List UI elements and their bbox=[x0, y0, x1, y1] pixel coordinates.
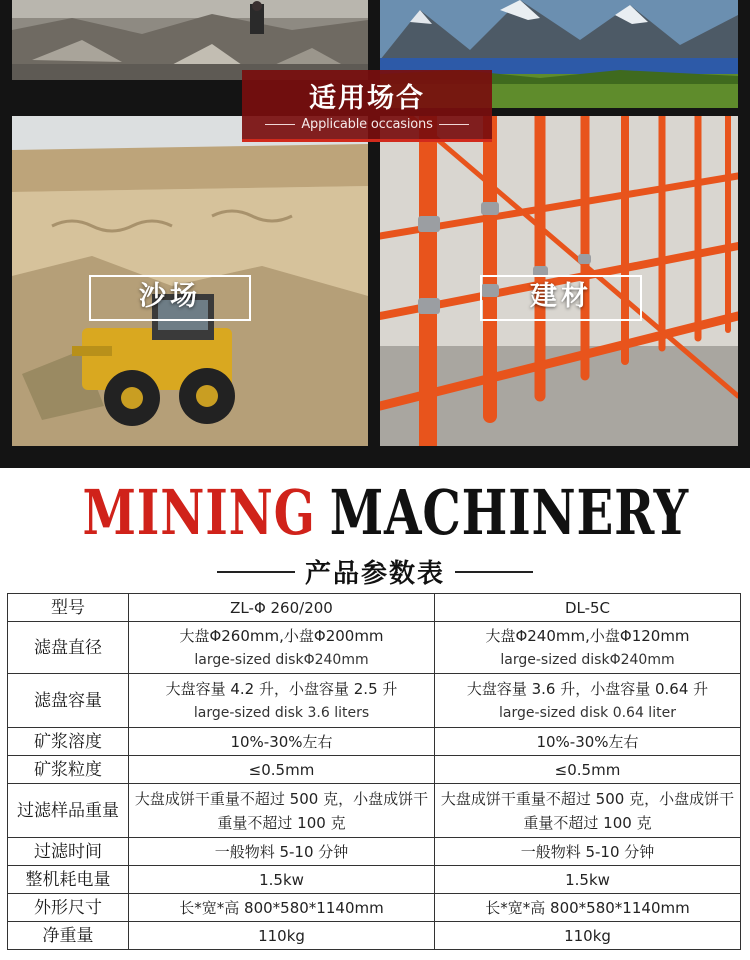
cell-text-en: large-sized diskΦ240mm bbox=[500, 651, 675, 668]
table-cell: 一般物料 5-10 分钟 bbox=[129, 838, 435, 866]
table-row bbox=[8, 674, 741, 728]
banner-line-left bbox=[265, 124, 295, 125]
banner-title-en: Applicable occasions bbox=[301, 117, 433, 132]
row-label: 整机耗电量 bbox=[8, 866, 129, 894]
table-cell: 110kg bbox=[129, 922, 435, 950]
title-line-left bbox=[217, 571, 295, 573]
cell-text-cn: 大盘Φ260mm,小盘Φ200mm bbox=[179, 626, 384, 645]
table-row bbox=[8, 622, 741, 674]
table-header-row bbox=[8, 594, 741, 622]
title-line-right bbox=[455, 571, 533, 573]
row-label: 矿浆粒度 bbox=[8, 756, 129, 784]
applicable-occasions-banner bbox=[242, 70, 492, 142]
table-row bbox=[8, 728, 741, 756]
table-cell: 10%-30%左右 bbox=[129, 728, 435, 756]
table-cell: ≤0.5mm bbox=[129, 756, 435, 784]
table-cell: 大盘成饼干重量不超过 500 克，小盘成饼干重量不超过 100 克 bbox=[435, 784, 741, 838]
table-cell: 110kg bbox=[435, 922, 741, 950]
row-label: 过滤样品重量 bbox=[8, 784, 129, 838]
table-cell: 1.5kw bbox=[129, 866, 435, 894]
table-cell: 长*宽*高 800*580*1140mm bbox=[129, 894, 435, 922]
table-cell: ≤0.5mm bbox=[435, 756, 741, 784]
quarry-photo bbox=[12, 0, 368, 80]
row-label: 过滤时间 bbox=[8, 838, 129, 866]
building-material-tag: 建材 bbox=[480, 275, 642, 321]
table-row bbox=[8, 756, 741, 784]
banner-subtitle-row bbox=[242, 117, 492, 132]
table-title-row bbox=[0, 553, 750, 590]
table-cell: 一般物料 5-10 分钟 bbox=[435, 838, 741, 866]
mining-machinery-headline bbox=[82, 476, 689, 549]
cell-text-en: large-sized disk 0.64 liter bbox=[499, 704, 676, 721]
spec-table bbox=[7, 593, 741, 950]
table-cell bbox=[435, 622, 741, 674]
table-cell bbox=[129, 674, 435, 728]
cell-text-cn: 大盘容量 4.2 升，小盘容量 2.5 升 bbox=[165, 679, 398, 698]
application-photo-collage bbox=[0, 0, 750, 468]
table-cell bbox=[435, 674, 741, 728]
row-label: 外形尺寸 bbox=[8, 894, 129, 922]
headline-word-machinery: MACHINERY bbox=[329, 476, 689, 549]
table-cell bbox=[129, 622, 435, 674]
table-row bbox=[8, 784, 741, 838]
table-row bbox=[8, 838, 741, 866]
cell-text-cn: 大盘容量 3.6 升，小盘容量 0.64 升 bbox=[466, 679, 709, 698]
table-title: 产品参数表 bbox=[304, 559, 445, 589]
row-label: 滤盘直径 bbox=[8, 622, 129, 674]
cell-text-en: large-sized disk 3.6 liters bbox=[193, 704, 370, 721]
table-cell: 大盘成饼干重量不超过 500 克，小盘成饼干重量不超过 100 克 bbox=[129, 784, 435, 838]
table-cell: 10%-30%左右 bbox=[435, 728, 741, 756]
banner-title-cn: 适用场合 bbox=[309, 83, 425, 114]
table-cell: 1.5kw bbox=[435, 866, 741, 894]
table-row bbox=[8, 922, 741, 950]
header-model-zl: ZL-Φ 260/200 bbox=[129, 594, 435, 622]
header-label-cell: 型号 bbox=[8, 594, 129, 622]
header-model-dl: DL-5C bbox=[435, 594, 741, 622]
row-label: 矿浆溶度 bbox=[8, 728, 129, 756]
table-row bbox=[8, 866, 741, 894]
cell-text-en: large-sized diskΦ240mm bbox=[194, 651, 369, 668]
banner-line-right bbox=[439, 124, 469, 125]
table-cell: 长*宽*高 800*580*1140mm bbox=[435, 894, 741, 922]
cell-text-cn: 大盘Φ240mm,小盘Φ120mm bbox=[485, 626, 690, 645]
headline-word-mining: MINING bbox=[82, 476, 316, 549]
sand-field-tag: 沙场 bbox=[89, 275, 251, 321]
row-label: 净重量 bbox=[8, 922, 129, 950]
table-row bbox=[8, 894, 741, 922]
row-label: 滤盘容量 bbox=[8, 674, 129, 728]
